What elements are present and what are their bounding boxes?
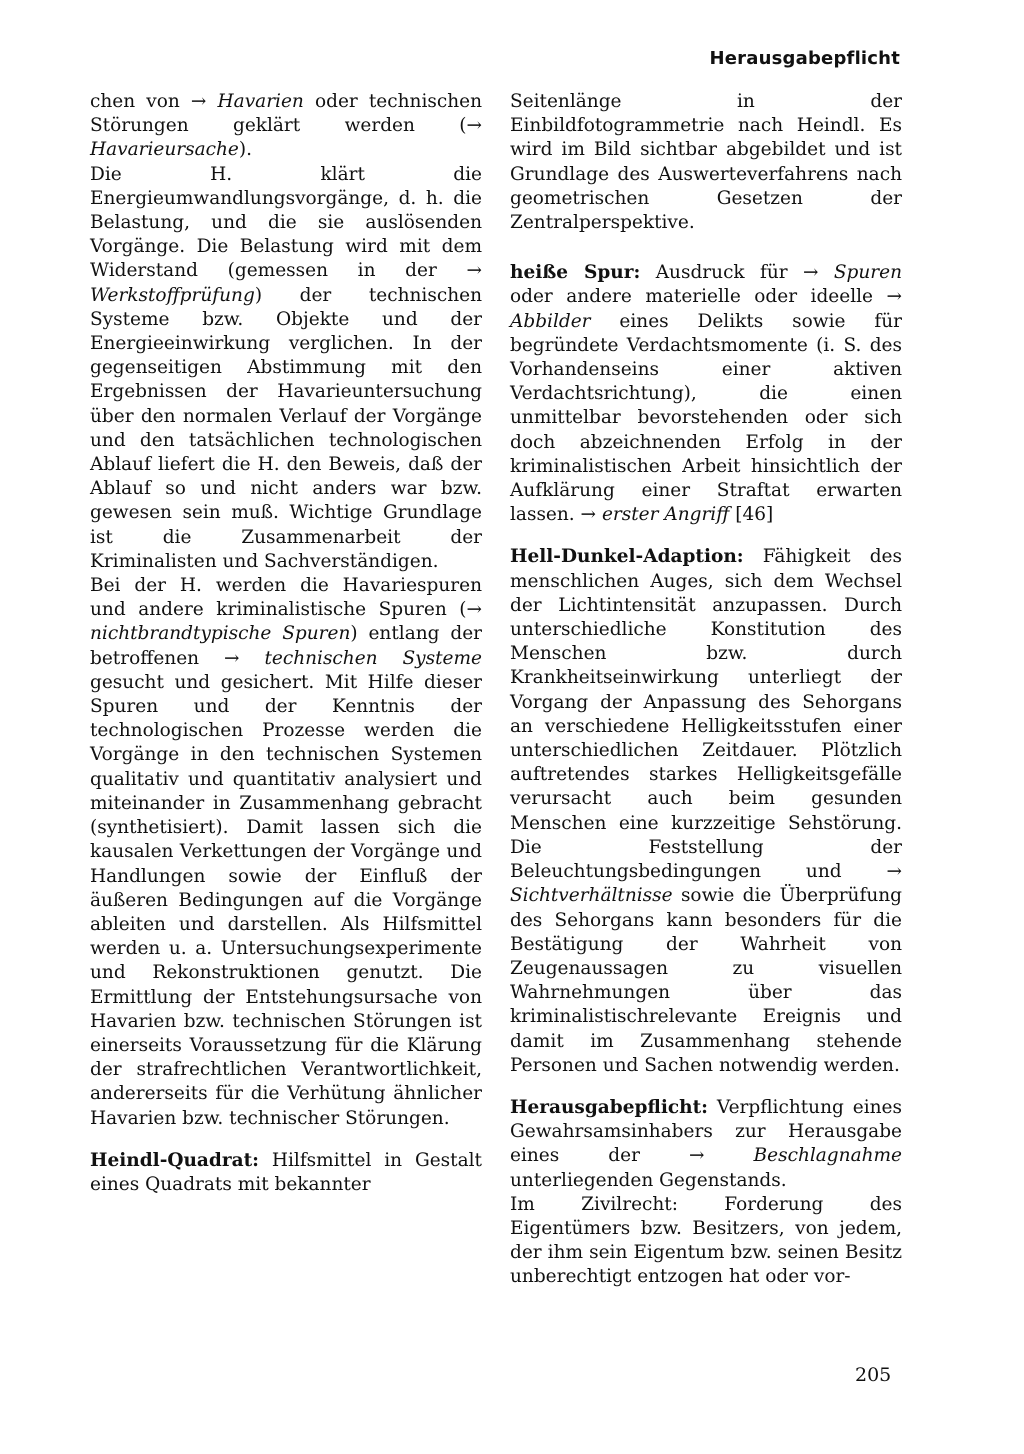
text-run: chen von →: [90, 91, 218, 112]
cross-reference: erster Angriff: [601, 504, 730, 526]
cross-reference: nichtbrandtypische Spuren: [90, 623, 351, 645]
text-run: unterliegenden Gegenstands.: [510, 1169, 787, 1191]
text-run: Ausdruck für →: [640, 262, 834, 284]
page-number: 205: [855, 1364, 892, 1386]
entry-term: Herausgabepflicht:: [510, 1096, 708, 1118]
text-run: Seitenlänge in der Einbildfotogrammetrie nach Heindl. Es wird im Bild sichtbar abgebildet und ist Grundlage des Auswerteverfahrens nach geometrischen Gesetzen der Zentralperspektive.: [510, 91, 902, 234]
text-run: Die H. klärt die Energieumwandlungsvorgänge, d. h. die Belastung, und die sie auslösenden Vorgänge. Die Belastung wird mit dem Widerstand (gemessen in der →: [90, 163, 482, 282]
text-run: oder technischen Störungen geklärt werden (→: [90, 91, 482, 137]
cross-reference: Spuren: [833, 262, 902, 284]
running-header: Herausgabepflicht: [709, 48, 900, 69]
entry-herausgabepflicht: [510, 1096, 902, 1193]
cross-reference: Sichtverhältnisse: [510, 885, 673, 907]
entry-heisse-spur: [510, 261, 902, 527]
text-run: oder andere materielle oder ideelle →: [510, 286, 902, 308]
entry-term: Heindl-Quadrat:: [90, 1149, 259, 1171]
text-run: ) entlang der betroffenen →: [90, 623, 482, 669]
paragraph: [510, 1193, 902, 1290]
cross-reference: technischen Systeme: [264, 647, 483, 669]
entry-heindl-quadrat: [90, 1149, 482, 1197]
text-run: Verpflichtung eines Gewahrsamsinhabers zur Herausgabe eines der →: [510, 1096, 902, 1167]
cross-reference: Werkstoffprüfung: [90, 284, 255, 306]
entry-hell-dunkel-adaption: [510, 545, 902, 1077]
cross-reference: Havarieursache: [90, 139, 239, 161]
text-run: ).: [238, 139, 252, 161]
text-run: ) der technischen Systeme bzw. Objekte und der Energieeinwirkung verglichen. In der gegenseitigen Abstimmung mit den Ergebnissen der Havarieuntersuchung über den normalen Verlauf der Vorgänge und den tatsächlichen technologischen Ablauf liefert die H. den Beweis, daß der Ablauf so und nicht anders war bzw. gewesen sein muß. Wichtige Grundlage ist die Zusammenarbeit der Kriminalisten und Sachverständigen.: [90, 284, 482, 572]
text-run: Fähigkeit des menschlichen Auges, sich dem Wechsel der Lichtintensität anzupassen. Durch unterschiedliche Konstitution des Menschen bzw. durch Krankheitseinwirkung unterliegt der Vorgang der Anpassung des Sehorgans an verschiedene Helligkeitsstufen einer unterschiedlichen Zeitdauer. Plötzlich auftretendes starkes Helligkeitsgefälle verursacht auch beim gesunden Menschen eine kurzzeitige Sehstörung. Die Feststellung der Beleuchtungsbedingungen und →: [510, 546, 902, 883]
paragraph: [90, 163, 482, 574]
cross-reference: Beschlagnahme: [753, 1145, 902, 1167]
cross-reference: Havarien: [217, 91, 304, 112]
paragraph: [90, 90, 482, 163]
text-run: gesucht und gesichert. Mit Hilfe dieser Spuren und der Kenntnis der technologischen Prozesse werden die Vorgänge in den technischen Systemen qualitativ und quantitativ analysiert und miteinander in Zusammenhang gebracht (synthetisiert). Damit lassen sich die kausalen Verkettungen der Vorgänge und Handlungen sowie der Einfluß der äußeren Bedingungen auf die Vorgänge ableiten und darstellen. Als Hilfsmittel werden u. a. Untersuchungsexperimente und Rekonstruktionen genutzt. Die Ermittlung der Entstehungsursache von Havarien bzw. technischen Störungen ist einerseits Voraussetzung für die Klärung der strafrechtlichen Verantwortlichkeit, andererseits für die Verhütung ähnlicher Havarien bzw. technischer Störungen.: [90, 671, 482, 1129]
text-run: sowie die Überprüfung des Sehorgans kann besonders für die Bestätigung der Wahrheit von Zeugenaussagen zu visuellen Wahrnehmungen über das kriminalistischrelevante Ereignis und damit im Zusammenhang stehende Personen und Sachen notwendig werden.: [510, 885, 902, 1076]
text-run: Hilfsmittel in Gestalt eines Quadrats mit bekannter: [90, 1149, 482, 1195]
entry-term: heiße Spur:: [510, 262, 641, 284]
text-run: Im Zivilrecht: Forderung des Eigentümers bzw. Besitzers, von jedem, der ihm sein Eigentum bzw. seinen Besitz unberechtigt entzogen hat oder vor-: [510, 1193, 902, 1288]
text-run: eines Delikts sowie für begründete Verdachtsmomente (i. S. des Vorhandenseins einer aktiven Verdachtsrichtung), die einen unmittelbar bevorstehenden oder sich doch abzeichnenden Erfolg in der kriminalistischen Arbeit hinsichtlich der Aufklärung einer Straftat erwarten lassen. →: [510, 310, 902, 526]
literature-reference: [46]: [729, 504, 774, 526]
text-run: Bei der H. werden die Havariespuren und andere kriminalistische Spuren (→: [90, 575, 482, 621]
left-column: [90, 90, 482, 1197]
right-column: [510, 90, 902, 1290]
cross-reference: Abbilder: [510, 310, 591, 332]
entry-term: Hell-Dunkel-Adaption:: [510, 546, 744, 568]
paragraph: [510, 90, 902, 235]
paragraph: [90, 574, 482, 1131]
